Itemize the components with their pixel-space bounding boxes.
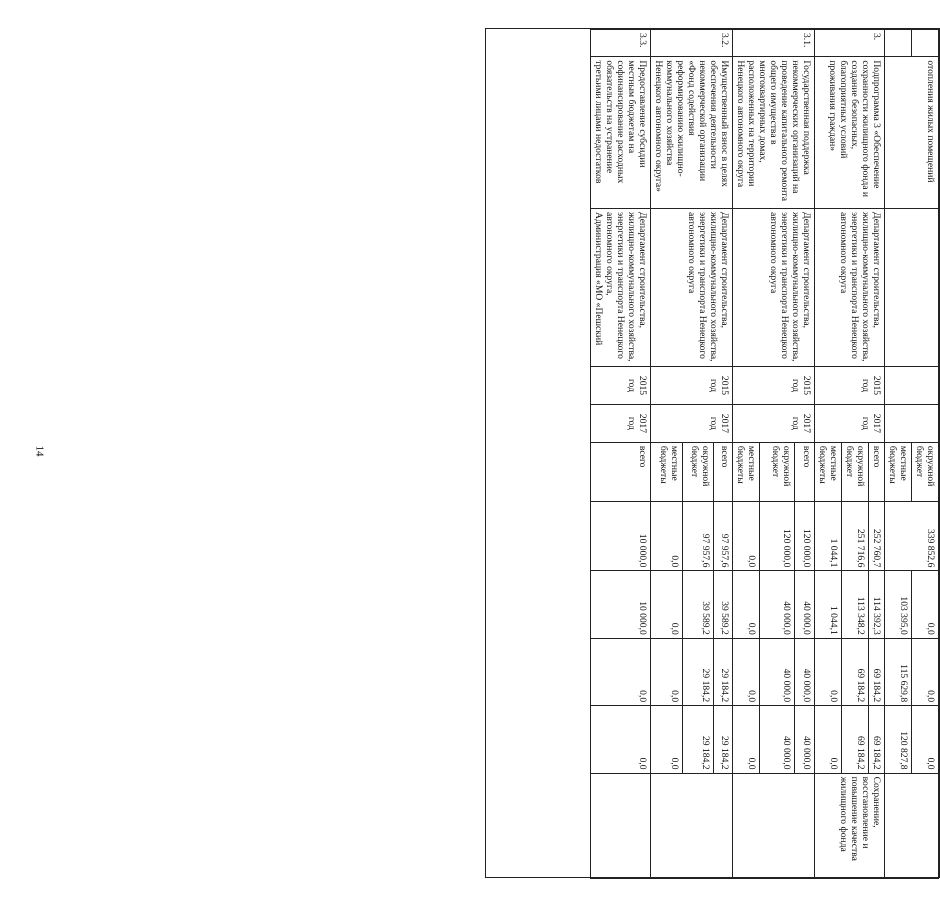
budget-label: местные бюджеты <box>815 442 842 501</box>
row-goal <box>591 773 651 878</box>
row-goal <box>733 773 815 878</box>
row-start: 2015 год <box>651 367 733 405</box>
value-cell: 339 852,6 <box>885 501 939 571</box>
value-cell: 0,0 <box>912 706 939 773</box>
row-goal <box>651 773 733 878</box>
value-cell: 0,0 <box>815 638 842 705</box>
value-cell: 69 184,2 <box>842 706 869 773</box>
row-executor: Департамент строительства, жилищно-коммунального хозяйства, энергетики и транспорта Ненецкого автономного округа, Администрация «МО «Пешский <box>591 209 651 367</box>
row-name: Подпрограмма 3 «Обеспечение сохранности жилищного фонда и создание безопасных, благоприятных условий проживания граждан» <box>815 57 885 209</box>
value-cell: 10 000,0 <box>591 501 651 571</box>
value-cell: 252 760,7 <box>869 501 885 571</box>
row-end: 2017 год <box>815 404 885 442</box>
value-cell: 40 000,0 <box>760 571 795 638</box>
value-cell: 1 044,1 <box>815 571 842 638</box>
row-end: 2017 год <box>733 404 815 442</box>
row-start: 2015 год <box>591 367 651 405</box>
program-table-grid <box>590 29 939 879</box>
value-cell: 39 589,2 <box>714 571 733 638</box>
value-cell: 69 184,2 <box>842 638 869 705</box>
budget-label: местные бюджеты <box>733 442 760 501</box>
budget-label: окружной бюджет <box>912 442 939 501</box>
value-cell: 40 000,0 <box>794 638 814 705</box>
row-number: 3.1. <box>733 30 815 57</box>
value-cell: 0,0 <box>591 706 651 773</box>
budget-label: окружной бюджет <box>760 442 795 501</box>
budget-label: окружной бюджет <box>842 442 869 501</box>
value-cell: 97 957,6 <box>682 501 714 571</box>
value-cell: 29 184,2 <box>714 638 733 705</box>
value-cell: 69 184,2 <box>869 638 885 705</box>
value-cell: 114 392,3 <box>869 571 885 638</box>
row-number: 3.3. <box>591 30 651 57</box>
value-cell: 1 044,1 <box>815 501 842 571</box>
value-cell: 120 000,0 <box>760 501 795 571</box>
value-cell: 39 589,2 <box>682 571 714 638</box>
row-goal: Сохранение, восстановление и повышение качества жилищного фонда <box>815 773 885 878</box>
budget-label: окружной бюджет <box>682 442 714 501</box>
row-name: Имущественный взнос в целях обеспечения деятельности некоммерческой организации «Фонд содействия реформированию жилищно-коммунального хозяйства Ненецкого автономного округа» <box>651 57 733 209</box>
row-start: 2015 год <box>815 367 885 405</box>
value-cell: 120 000,0 <box>794 501 814 571</box>
value-cell: 0,0 <box>733 571 760 638</box>
value-cell: 0,0 <box>733 638 760 705</box>
value-cell: 103 395,0 <box>885 571 912 638</box>
value-cell: 0,0 <box>591 638 651 705</box>
value-cell: 113 348,2 <box>842 571 869 638</box>
page-number: 14 <box>33 445 45 457</box>
value-cell: 29 184,2 <box>714 706 733 773</box>
budget-label: всего <box>869 442 885 501</box>
value-cell: 10 000,0 <box>591 571 651 638</box>
table-row <box>912 30 939 879</box>
value-cell: 0,0 <box>815 706 842 773</box>
program-table <box>485 28 940 878</box>
value-cell: 0,0 <box>651 501 683 571</box>
value-cell: 115 629,8 <box>885 638 912 705</box>
value-cell: 0,0 <box>733 706 760 773</box>
value-cell: 29 184,2 <box>682 706 714 773</box>
value-cell: 0,0 <box>733 501 760 571</box>
value-cell: 40 000,0 <box>794 706 814 773</box>
row-end: 2017 год <box>651 404 733 442</box>
budget-label: местные бюджеты <box>651 442 683 501</box>
budget-label: местные бюджеты <box>885 442 912 501</box>
table-row <box>869 30 885 879</box>
row-name: Предоставление субсидии местным бюджетам на софинансирование расходных обязательств на устранение третьими лицами недостатков <box>591 57 651 209</box>
row-name: отопления жилых помещений <box>885 57 939 209</box>
table-row <box>591 30 651 879</box>
budget-label: всего <box>794 442 814 501</box>
value-cell: 40 000,0 <box>760 638 795 705</box>
value-cell: 251 716,6 <box>842 501 869 571</box>
row-end: 2017 год <box>591 404 651 442</box>
budget-label: всего <box>591 442 651 501</box>
value-cell: 0,0 <box>912 571 939 638</box>
row-executor: Департамент строительства, жилищно-коммунального хозяйства, энергетики и транспорта Ненецкого автономного округа <box>815 209 885 367</box>
table-row <box>714 30 733 879</box>
value-cell: 0,0 <box>651 706 683 773</box>
row-number: 3.2. <box>651 30 733 57</box>
value-cell: 0,0 <box>912 638 939 705</box>
row-name: Государственная поддержка некоммерческих организаций на проведение капитального ремонта общего имущества в многоквартирных домах, расположенных на территории Ненецкого автономного округа <box>733 57 815 209</box>
value-cell: 0,0 <box>651 571 683 638</box>
value-cell: 29 184,2 <box>682 638 714 705</box>
value-cell: 97 957,6 <box>714 501 733 571</box>
value-cell: 40 000,0 <box>760 706 795 773</box>
budget-label: всего <box>714 442 733 501</box>
row-executor: Департамент строительства, жилищно-коммунального хозяйства, энергетики и транспорта Ненецкого автономного округа <box>651 209 733 367</box>
value-cell: 120 827,8 <box>885 706 912 773</box>
row-start: 2015 год <box>733 367 815 405</box>
row-executor: Департамент строительства, жилищно-коммунального хозяйства, энергетики и транспорта Ненецкого автономного округа <box>733 209 815 367</box>
value-cell: 40 000,0 <box>794 571 814 638</box>
value-cell: 0,0 <box>651 638 683 705</box>
table-row <box>794 30 814 879</box>
row-number: 3. <box>815 30 885 57</box>
value-cell: 69 184,2 <box>869 706 885 773</box>
